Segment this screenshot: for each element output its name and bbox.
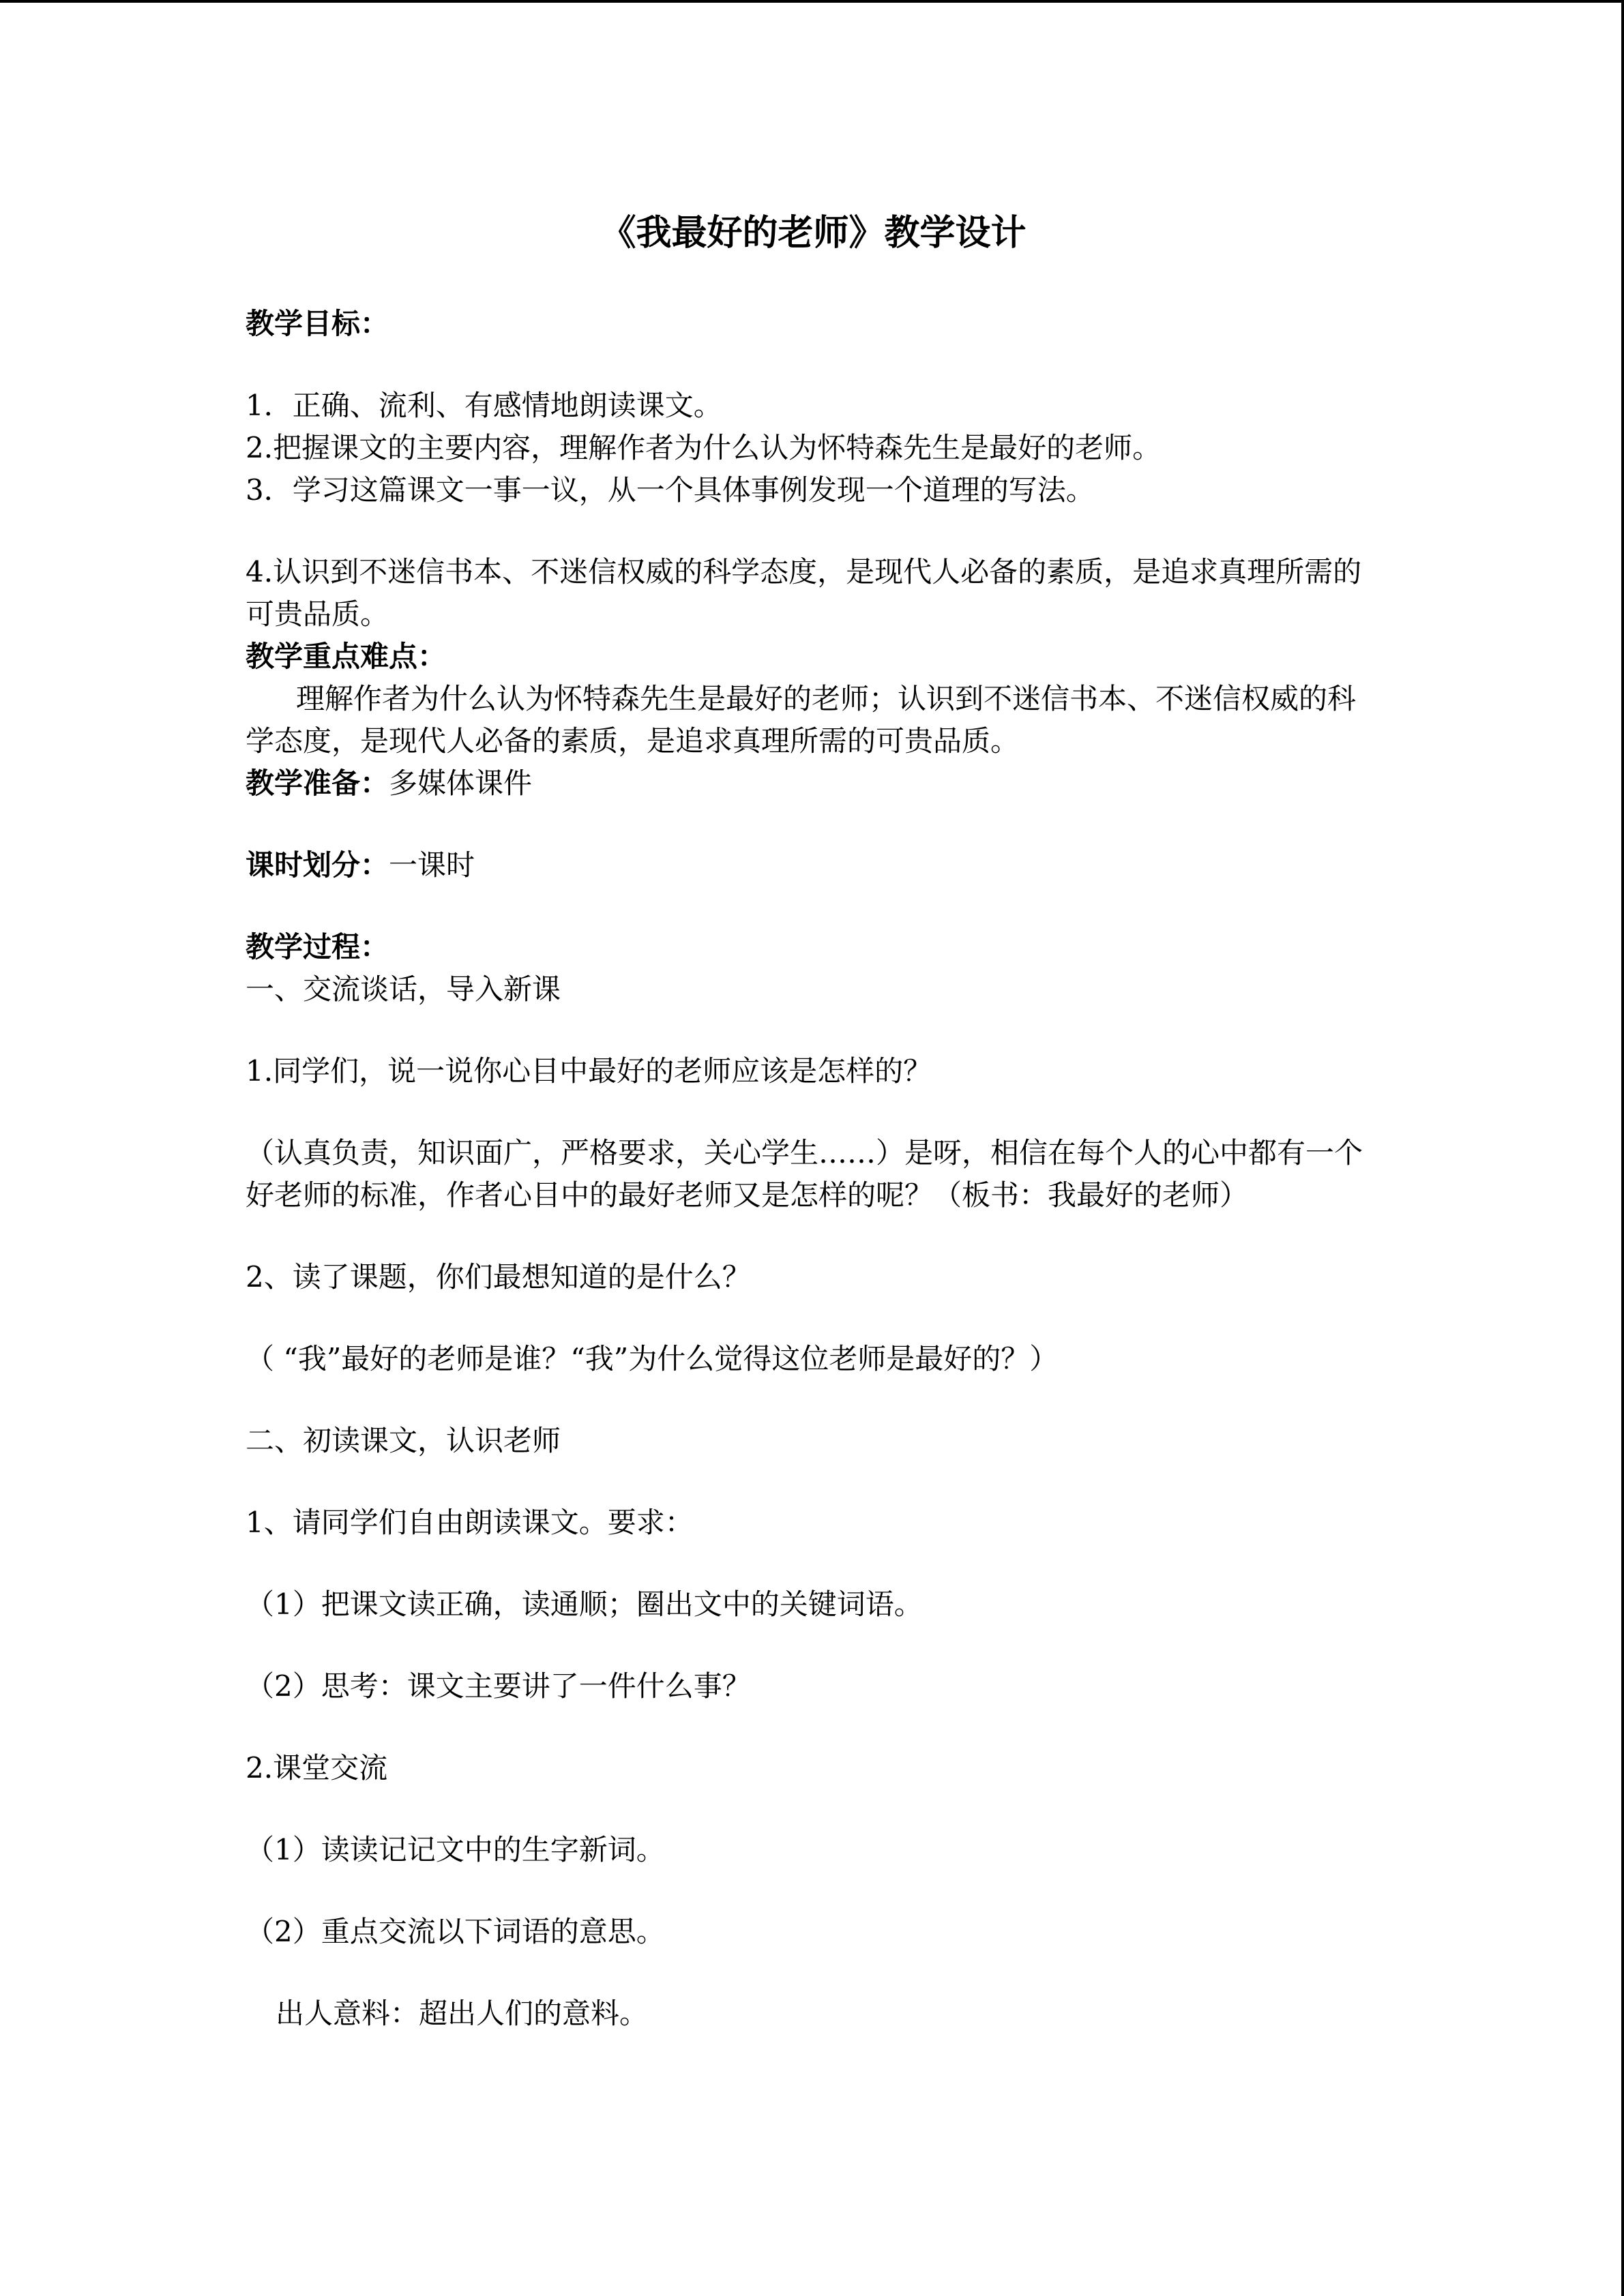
section-2-step-1: 1、请同学们自由朗读课文。要求： (246, 1506, 694, 1539)
section-2-exercise-1: （1）读读记记文中的生字新词。 (246, 1833, 665, 1866)
process-heading: 教学过程： (246, 930, 389, 964)
document-body (246, 205, 1381, 2035)
goal-item-1: 1．正确、流利、有感情地朗读课文。 (246, 389, 722, 422)
section-2-requirement-1: （1）把课文读正确，读通顺；圈出文中的关键词语。 (246, 1587, 923, 1621)
preparation-label: 教学准备： (246, 766, 389, 800)
section-1-answer-1: （认真负责，知识面广，严格要求，关心学生……）是呀，相信在每个人的心中都有一个好老师的标准，作者心目中的最好老师又是怎样的呢？（板书：我最好的老师） (246, 1136, 1363, 1212)
key-points-text: 理解作者为什么认为怀特森先生是最好的老师；认识到不迷信书本、不迷信权威的科学态度，是现代人必备的素质，是追求真理所需的可贵品质。 (246, 682, 1357, 758)
section-2-word-1: 出人意料：超出人们的意料。 (276, 1997, 649, 2030)
section-1-title: 一、交流谈话，导入新课 (246, 972, 561, 1006)
section-1-answer-2: （ “我”最好的老师是谁？“我”为什么觉得这位老师是最好的？） (246, 1342, 1059, 1375)
goal-item-4: 4.认识到不迷信书本、不迷信权威的科学态度，是现代人必备的素质，是追求真理所需的可贵品质。 (246, 555, 1362, 631)
schedule-line (246, 844, 1381, 886)
goal-item-3: 3．学习这篇课文一事一议，从一个具体事例发现一个道理的写法。 (246, 473, 1095, 507)
goals-heading: 教学目标： (246, 307, 389, 340)
preparation-value: 多媒体课件 (389, 766, 533, 800)
section-1-question-2: 2、读了课题，你们最想知道的是什么？ (246, 1260, 751, 1294)
section-2-step-2: 2.课堂交流 (246, 1751, 388, 1785)
section-2-exercise-2: （2）重点交流以下词语的意思。 (246, 1915, 665, 1948)
section-1-question-1: 1.同学们，说一说你心目中最好的老师应该是怎样的？ (246, 1054, 932, 1088)
key-points-heading: 教学重点难点： (246, 640, 447, 673)
document-title: 《我最好的老师》教学设计 (600, 213, 1027, 254)
section-2-requirement-2: （2）思考：课文主要讲了一件什么事？ (246, 1669, 751, 1703)
schedule-value: 一课时 (389, 848, 475, 882)
schedule-label: 课时划分： (246, 848, 389, 882)
preparation-line (246, 762, 1381, 805)
section-2-title: 二、初读课文，认识老师 (246, 1424, 561, 1457)
goal-item-2: 2.把握课文的主要内容，理解作者为什么认为怀特森先生是最好的老师。 (246, 431, 1162, 464)
